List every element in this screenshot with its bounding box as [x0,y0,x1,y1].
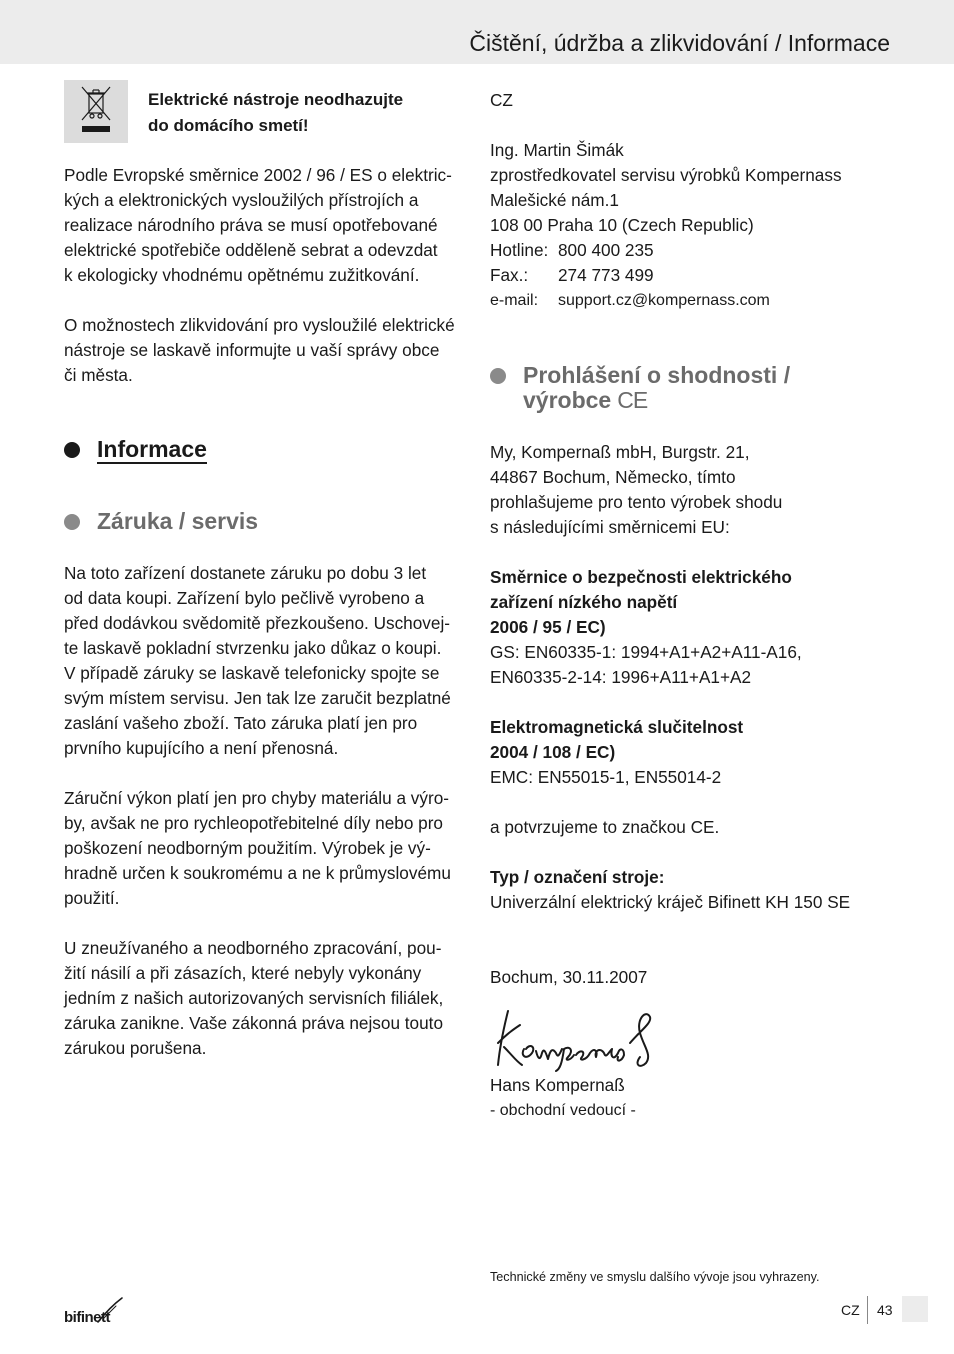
warranty-paragraph-1 [64,561,466,761]
bullet-icon [64,514,80,530]
brand-name: bifinett [64,1309,110,1326]
heading-line-text: výrobce [523,387,612,413]
text-line: prvního kupujícího a není přenosná. [64,738,339,758]
contact-role: zprostředkovatel servisu výrobků Kompernass [490,165,842,185]
text-line: U zneužívaného a neodborného zpracování, pou- [64,938,442,958]
text-line: či města. [64,365,133,385]
heading-line [523,388,790,413]
text-line: nástroje se laskavě informujte u vaší správy obce [64,340,440,360]
bifinett-logo [64,1296,126,1330]
hotline-value: 800 400 235 [558,240,654,260]
text-line: te laskavě pokladní stvrzenku jako důkaz o koupi. [64,638,442,658]
text-line: 2006 / 95 / EC) [490,617,606,637]
text-line: použití. [64,888,120,908]
signer-name: Hans Kompernaß [490,1075,625,1095]
text-line: Typ / označení stroje: [490,867,665,887]
machine-type [490,865,890,915]
text-line: a potvrzujeme to značkou CE. [490,817,720,837]
text-line: Elektromagnetická slučitelnost [490,717,744,737]
place-date [490,965,890,990]
text-line: My, Kompernaß mbH, Burgstr. 21, [490,442,750,462]
text-line: Záruční výkon platí jen pro chyby materiálu a výro- [64,788,449,808]
bullet-icon [490,368,506,384]
weee-warning-text [148,87,403,143]
signer-block [490,1073,890,1123]
ce-confirmation [490,815,890,840]
disposal-paragraph [64,313,466,388]
warranty-paragraph-2 [64,786,466,911]
text-line: O možnostech zlikvidování pro vysloužilé elektrické [64,315,455,335]
directive-paragraph [64,163,466,288]
text-line: jedním z našich autorizovaných servisních filiálek, [64,988,444,1008]
contact-country: CZ [490,90,513,110]
heading-line: Prohlášení o shodnosti / [523,362,791,388]
page-edge-tab [902,1296,928,1322]
page-number: 43 [877,1302,893,1318]
heading-text [523,363,790,413]
warranty-paragraph-3 [64,936,466,1061]
text-line: 2004 / 108 / EC) [490,742,616,762]
text-line: prohlašujeme pro tento výrobek shodu [490,492,783,512]
crossed-bin-icon [64,80,128,143]
text-line: realizace národního práva se musí opotřebované [64,215,438,235]
email-label: e-mail: [490,292,539,309]
email-row [490,288,890,313]
text-line: od data koupi. Zařízení bylo pečlivě vyrobeno a [64,588,425,608]
contact-name: Ing. Martin Šimák [490,140,624,160]
text-line: poškození neodborným použitím. Výrobek je vý- [64,838,431,858]
right-column [490,88,890,1123]
page-language: CZ [841,1302,860,1318]
text-line: kých a elektronických vysloužilých přístrojích a [64,190,419,210]
signer-role: - obchodní vedoucí - [490,1102,636,1119]
technical-changes-note: Technické změny ve smyslu dalšího vývoje jsou vyhrazeny. [490,1270,820,1284]
informace-heading [64,436,466,464]
lvd-block [490,565,890,690]
page-number-divider [867,1296,868,1324]
text-line: Bochum, 30.11.2007 [490,967,648,987]
ce-mark-icon: CE [617,387,648,413]
text-line: žití násilí a při zásazích, které nebyly vykonány [64,963,422,983]
fax-row [490,263,890,288]
declaration-heading [490,363,890,413]
weee-notice [64,80,466,143]
fax-value: 274 773 499 [558,265,654,285]
declaration-intro [490,440,890,540]
text-line: s následujícími směrnicemi EU: [490,517,730,537]
text-line: GS: EN60335-1: 1994+A1+A2+A11-A16, [490,642,802,662]
weee-line: Elektrické nástroje neodhazujte [148,90,404,109]
text-line: zaslání vašeho zboží. Tato záruka platí jen pro [64,713,418,733]
text-line: by, avšak ne pro rychleopotřebitelné díly nebo pro [64,813,443,833]
warranty-heading [64,509,466,534]
emc-block [490,715,890,790]
text-line: Směrnice o bezpečnosti elektrického [490,567,792,587]
text-line: EMC: EN55015-1, EN55014-2 [490,767,722,787]
text-line: Univerzální elektrický kráječ Bifinett KH 150 SE [490,892,851,912]
left-column [64,80,466,1061]
service-contact [490,88,890,313]
heading-text: Záruka / servis [97,508,259,534]
text-line: svým místem servisu. Jen tak lze zaručit bezplatné [64,688,451,708]
text-line: zařízení nízkého napětí [490,592,678,612]
text-line: 44867 Bochum, Německo, tímto [490,467,736,487]
text-line: záruka zanikne. Vaše zákonná práva nejsou touto [64,1013,444,1033]
page-title: Čištění, údržba a zlikvidování / Informace [469,30,890,56]
contact-street: Malešické nám.1 [490,190,619,210]
text-line: elektrické spotřebiče odděleně sebrat a odevzdat [64,240,438,260]
email-value: support.cz@kompernass.com [558,292,770,309]
fax-label: Fax.: [490,265,529,285]
text-line: Podle Evropské směrnice 2002 / 96 / ES o elektric- [64,165,452,185]
text-line: hradně určen k soukromému a ne k průmyslovému [64,863,451,883]
bullet-icon [64,442,80,458]
text-line: V případě záruky se laskavě telefonicky spojte se [64,663,440,683]
text-line: Na toto zařízení dostanete záruku po dobu 3 let [64,563,427,583]
signature-image [490,1003,670,1073]
text-line: zárukou porušena. [64,1038,207,1058]
page-header [0,0,954,64]
contact-city: 108 00 Praha 10 (Czech Republic) [490,215,754,235]
weee-line: do domácího smetí! [148,116,309,135]
heading-text: Informace [97,436,207,462]
hotline-row [490,238,890,263]
hotline-label: Hotline: [490,240,549,260]
text-line: EN60335-2-14: 1996+A11+A1+A2 [490,667,752,687]
text-line: k ekologicky vhodnému opětnému zužitkování. [64,265,420,285]
text-line: před dodávkou svědomitě přezkoušeno. Uschovej- [64,613,450,633]
